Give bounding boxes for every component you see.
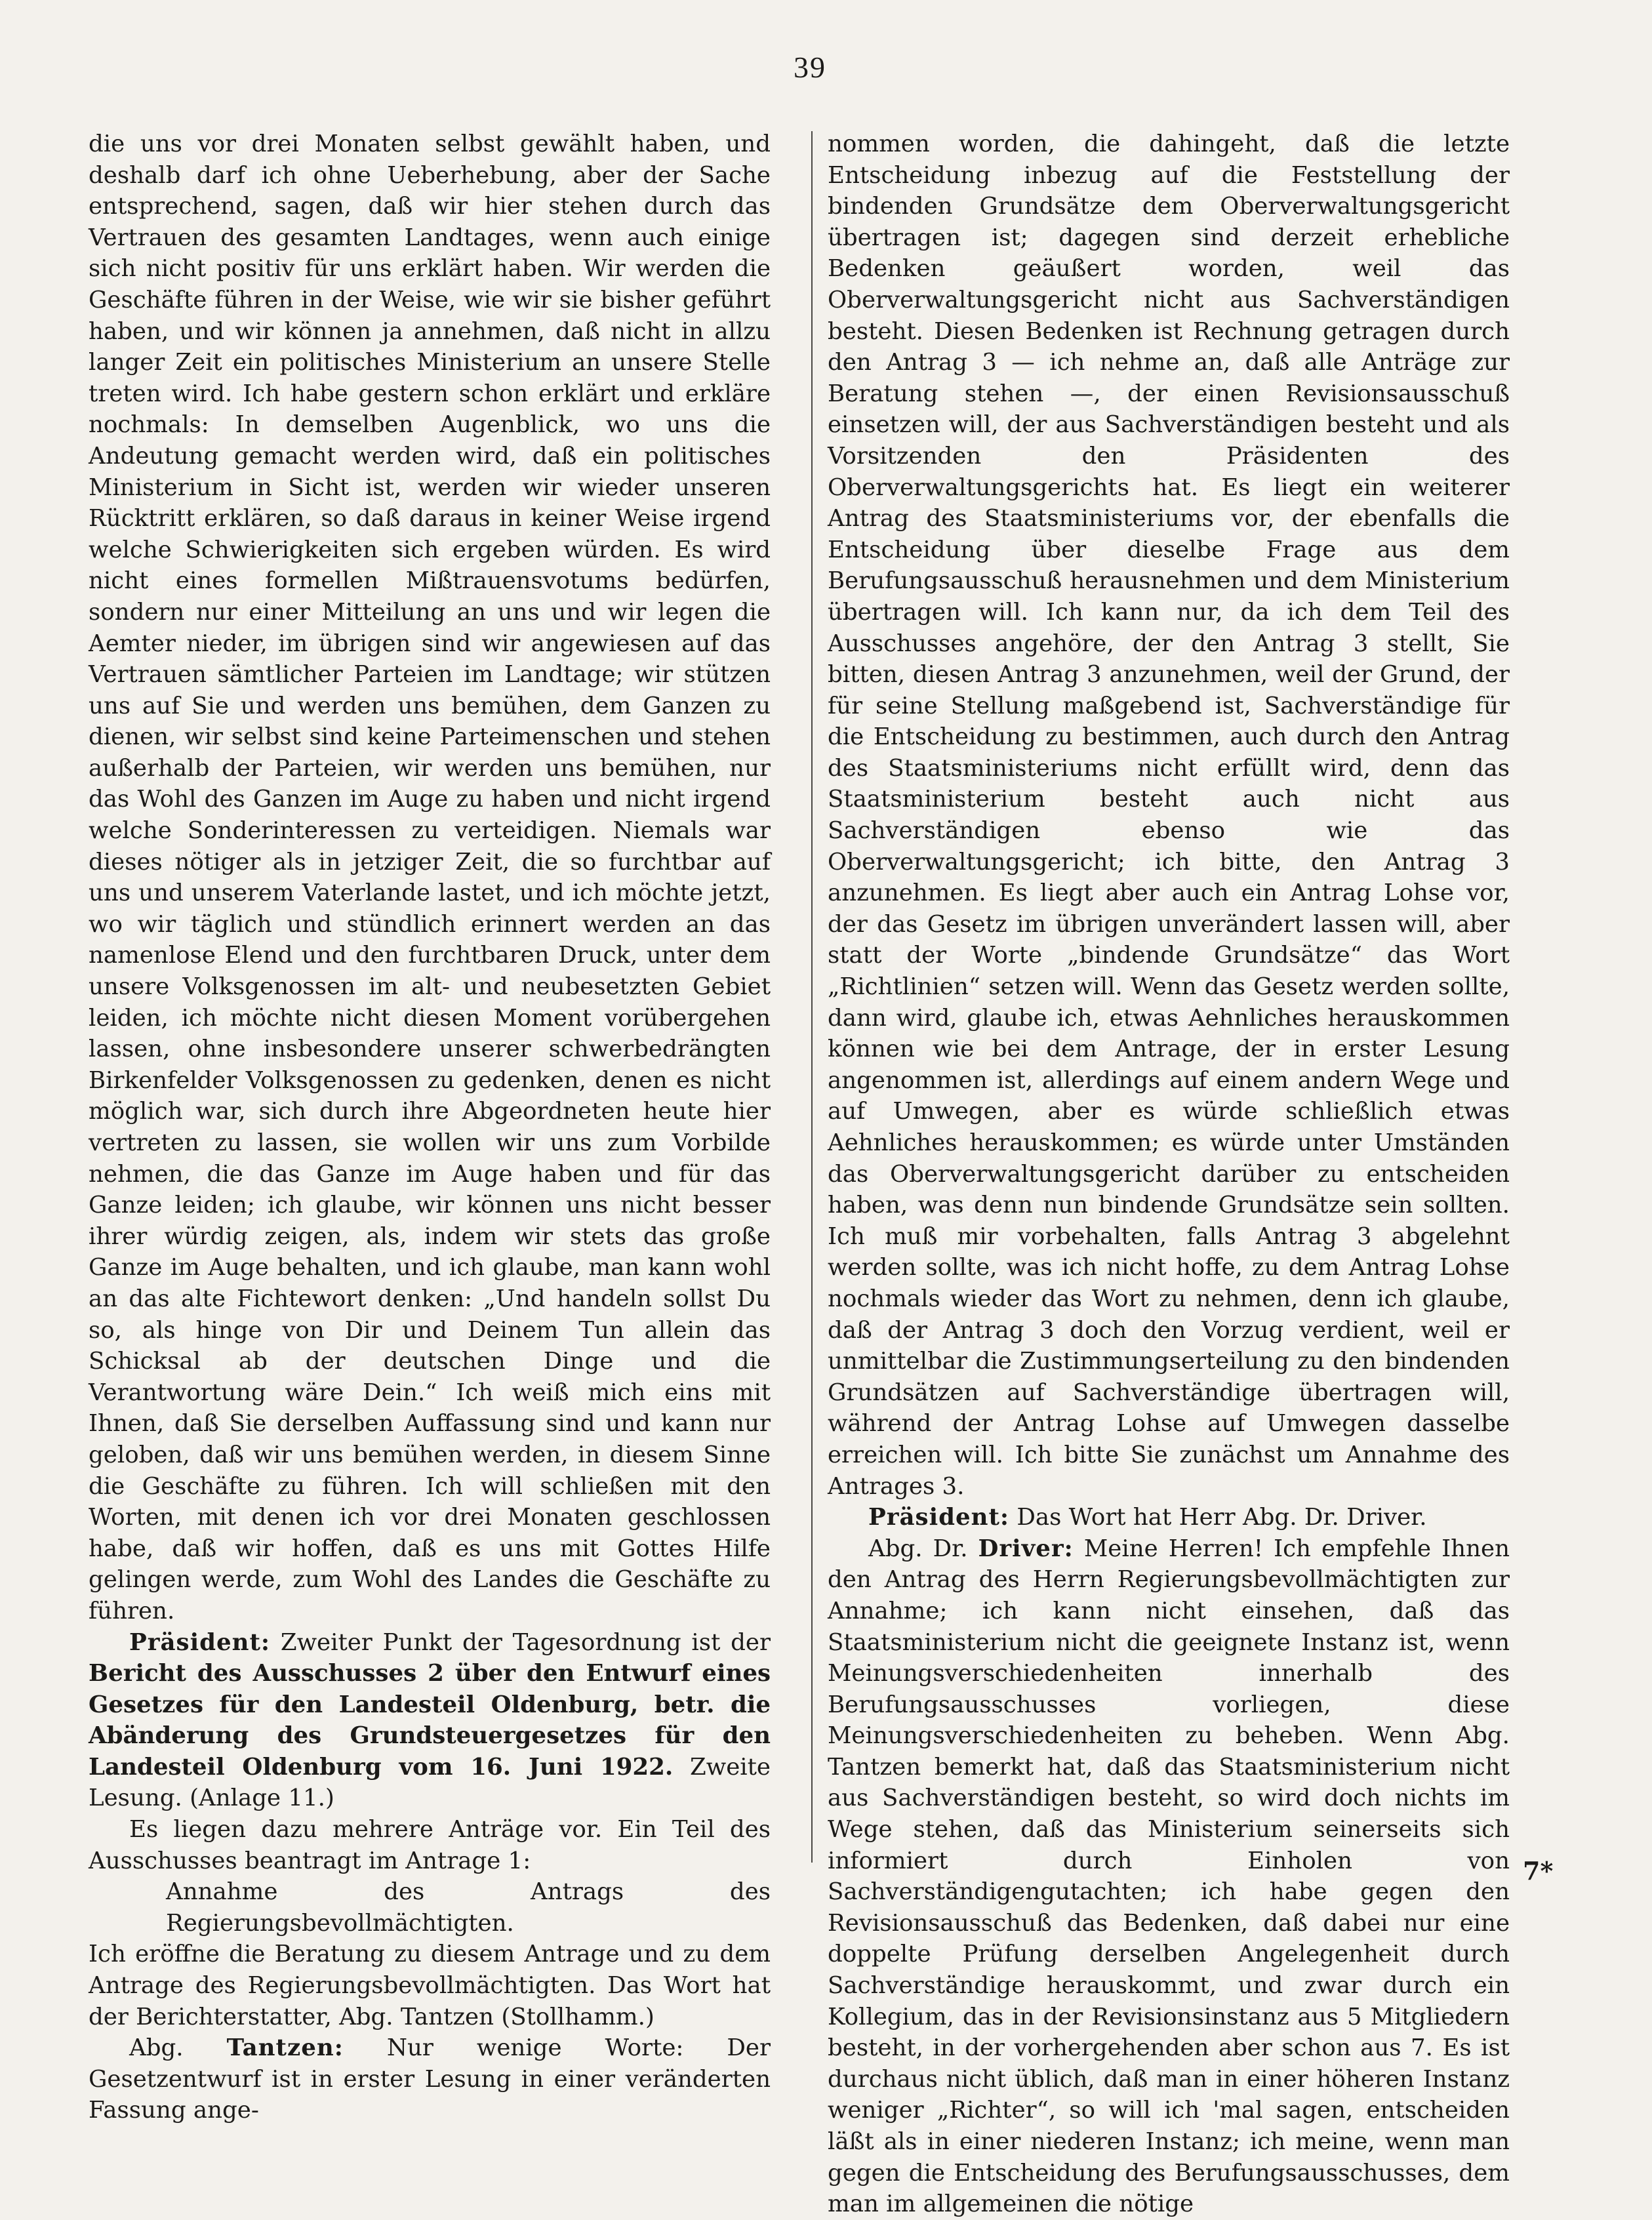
paragraph: nommen worden, die dahingeht, daß die letzte Entscheidung inbezug auf die Feststellung der bindenden Grundsätze dem Oberverwaltungsgericht übertragen ist; dagegen sind derzeit erhebliche Bedenken geäußert worden, weil das Oberverwaltungsgericht nicht aus Sachverständigen besteht. Diesen Bedenken ist Rechnung getragen durch den Antrag 3 — ich nehme an, daß alle Anträge zur Beratung stehen —, der einen Revisionsausschuß einsetzen will, der aus Sachverständigen besteht und als Vorsitzenden den Präsidenten des Oberverwaltungsgerichts hat. Es liegt ein weiterer Antrag des Staatsministeriums vor, der ebenfalls die Entscheidung über dieselbe Frage aus dem Berufungsausschuß herausnehmen und dem Ministerium übertragen will. Ich kann nur, da ich dem Teil des Ausschusses angehöre, der den Antrag 3 stellt, Sie bitten, diesen Antrag 3 anzunehmen, weil der Grund, der für seine Stellung maßgebend ist, Sachverständige für die Entscheidung zu bestimmen, auch durch den Antrag des Staatsministeriums nicht erfüllt wird, denn das Staatsministerium besteht auch nicht aus Sachverständigen ebenso wie das Oberverwaltungsgericht; ich bitte, den Antrag 3 anzunehmen. Es liegt aber auch ein Antrag Lohse vor, der das Gesetz im übrigen unverändert lassen will, aber statt der Worte „bindende Grundsätze“ das Wort „Richtlinien“ setzen will. Wenn das Gesetz werden sollte, dann wird, glaube ich, etwas Aehnliches herauskommen können wie bei dem Antrage, der in erster Lesung angenommen ist, allerdings auf einem andern Wege und auf Umwegen, aber es würde schließlich etwas Aehnliches herauskommen; es würde unter Umständen das Oberverwaltungsgericht darüber zu entscheiden haben, was denn nun bindende Grundsätze sein sollten. Ich muß mir vorbehalten, falls Antrag 3 abgelehnt werden sollte, was ich nicht hoffe, zu dem Antrag Lohse nochmals wieder das Wort zu nehmen, denn ich glaube, daß der Antrag 3 doch den Vorzug verdient, weil er unmittelbar die Zustimmungserteilung zu den bindenden Grundsätzen auf Sachverständige übertragen will, während der Antrag Lohse auf Umwegen dasselbe erreichen will. Ich bitte Sie zunächst um Annahme des Antrages 3. (828, 131, 1510, 1500)
speaker-title: Abg. (129, 2034, 184, 2062)
speaker-name: Präsident: (868, 1504, 1010, 1531)
paragraph (89, 2032, 771, 2126)
left-column (89, 129, 771, 2126)
paragraph: Es liegen dazu mehrere Anträge vor. Ein Teil des Ausschusses beantragt im Antrage 1: (89, 1816, 771, 1874)
paragraph: die uns vor drei Monaten selbst gewählt haben, und deshalb darf ich ohne Ueberhebung, aber der Sache entsprechend, sagen, daß wir hier stehen durch das Vertrauen des gesamten Landtages, wenn auch einige sich nicht positiv für uns erklärt haben. Wir werden die Geschäfte führen in der Weise, wie wir sie bisher geführt haben, und wir können ja annehmen, daß nicht in allzu langer Zeit ein politisches Ministerium an unsere Stelle treten wird. Ich habe gestern schon erklärt und erkläre nochmals: In demselben Augenblick, wo uns die Andeutung gemacht werden wird, daß ein politisches Ministerium in Sicht ist, werden wir wieder unseren Rücktritt erklären, so daß daraus in keiner Weise irgend welche Schwierigkeiten sich ergeben würden. Es wird nicht eines formellen Mißtrauensvotums bedürfen, sondern nur einer Mitteilung an uns und wir legen die Aemter nieder, im übrigen sind wir angewiesen auf das Vertrauen sämtlicher Parteien im Landtage; wir stützen uns auf Sie und werden uns bemühen, dem Ganzen zu dienen, wir selbst sind keine Parteimenschen und stehen außerhalb der Parteien, wir werden uns bemühen, nur das Wohl des Ganzen im Auge zu haben und nicht irgend welche Sonderinteressen zu verteidigen. Niemals war dieses nötiger als in jetziger Zeit, die so furchtbar auf uns und unserem Vaterlande lastet, und ich möchte jetzt, wo wir täglich und stündlich erinnert werden an das namenlose Elend und den furchtbaren Druck, unter dem unsere Volksgenossen im alt- und neubesetzten Gebiet leiden, ich möchte nicht diesen Moment vorübergehen lassen, ohne insbesondere unserer schwerbedrängten Birkenfelder Volksgenossen zu gedenken, denen es nicht möglich war, sich durch ihre Abgeordneten heute hier vertreten zu lassen, sie wollen wir uns zum Vorbilde nehmen, die das Ganze im Auge haben und für das Ganze leiden; ich glaube, wir können uns nicht besser ihrer würdig zeigen, als, indem wir stets das große Ganze im Auge behalten, und ich glaube, man kann wohl an das alte Fichtewort denken: „Und handeln sollst Du so, als hinge von Dir und Deinem Tun allein das Schicksal ab der deutschen Dinge und die Verantwortung wäre Dein.“ Ich weiß mich eins mit Ihnen, daß Sie derselben Auffassung sind und kann nur geloben, daß wir uns bemühen werden, in diesem Sinne die Geschäfte zu führen. Ich will schließen mit den Worten, mit denen ich vor drei Monaten geschlossen habe, daß wir hoffen, daß es uns mit Gottes Hilfe gelingen werde, zum Wohl des Landes die Geschäfte zu führen. (89, 131, 771, 1625)
right-column (828, 129, 1510, 2220)
paragraph-text: Zweite Lesung. (Anlage 11.) (89, 1753, 771, 1812)
speaker-name: Präsident: (129, 1628, 271, 1656)
motion-text: Annahme des Antrags des Regierungsbevollmächtigten. (166, 1878, 771, 1937)
paragraph: Ich eröffne die Beratung zu diesem Antrage und zu dem Antrage des Regierungsbevollmächtigten. Das Wort hat der Berichterstatter, Abg. Tantzen (Stollhamm.) (89, 1941, 771, 2030)
paragraph (828, 1502, 1510, 1533)
speaker-name: Driver: (978, 1535, 1074, 1562)
paragraph-text: Zweiter Punkt der Tagesordnung ist der (280, 1628, 771, 1656)
speaker-title: Abg. Dr. (868, 1535, 968, 1562)
signature-mark: 7* (1523, 1856, 1554, 1886)
paragraph-text: Das Wort hat Herr Abg. Dr. Driver. (1017, 1504, 1427, 1531)
paragraph (828, 1533, 1510, 2220)
agenda-item-title: Bericht des Ausschusses 2 über den Entwurf eines Gesetzes für den Landesteil Oldenburg, betr. die Abänderung des Grundsteuergesetzes für den Landesteil Oldenburg vom 16. Juni 1922. (89, 1660, 771, 1781)
paragraph (89, 1627, 771, 1815)
speaker-name: Tantzen: (226, 2034, 344, 2062)
paragraph-text: Meine Herren! Ich empfehle Ihnen den Antrag des Herrn Regierungsbevollmächtigten zur Annahme; ich kann nicht einsehen, daß das Staatsministerium nicht die geeignete Instanz ist, wenn Meinungsverschiedenheiten innerhalb des Berufungsausschusses vorliegen, diese Meinungsverschiedenheiten zu beheben. Wenn Abg. Tantzen bemerkt hat, daß das Staatsministerium nicht aus Sachverständigen besteht, so wird doch nichts im Wege stehen, daß das Ministerium seinerseits sich informiert durch Einholen von Sachverständigengutachten; ich habe gegen den Revisionsausschuß das Bedenken, daß dabei nur eine doppelte Prüfung derselben Angelegenheit durch Sachverständige herauskommt, und zwar durch ein Kollegium, das in der Revisionsinstanz aus 5 Mitgliedern besteht, in der vorhergehenden aber schon aus 7. Es ist durchaus nicht üblich, daß man in einer höheren Instanz weniger „Richter“, so will ich 'mal sagen, entscheiden läßt als in einer niederen Instanz; ich meine, wenn man gegen die Entscheidung des Berufungsausschusses, dem man im allgemeinen die nötige (828, 1535, 1510, 2218)
paragraph-text: Nur wenige Worte: Der Gesetzentwurf ist in erster Lesung in einer veränderten Fassung ange- (89, 2034, 771, 2124)
column-divider (811, 131, 813, 1863)
page-number: 39 (794, 50, 826, 84)
